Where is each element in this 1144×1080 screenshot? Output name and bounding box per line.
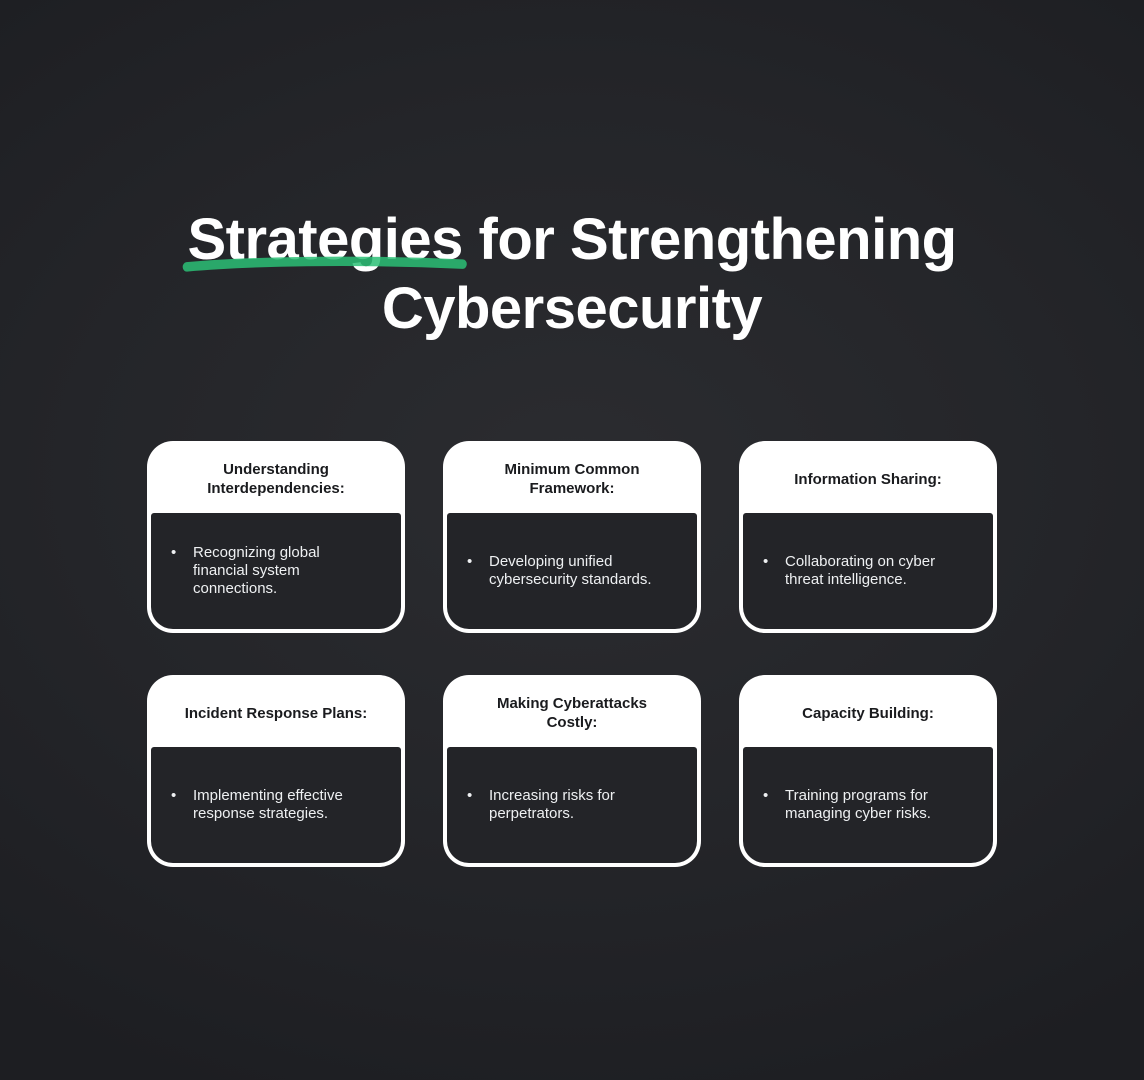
bullet-dot-icon: •	[467, 553, 473, 570]
page-title	[0, 205, 1144, 343]
bullet-dot-icon: •	[763, 553, 769, 570]
card-understanding-interdependencies	[147, 441, 405, 633]
card-title	[447, 679, 697, 747]
card-body	[743, 747, 993, 863]
title-highlight-word	[187, 205, 462, 274]
card-title-line2: Interdependencies:	[207, 480, 345, 497]
card-title-line1: Incident Response Plans:	[184, 704, 368, 722]
bullet-item	[465, 787, 673, 823]
card-information-sharing	[739, 441, 997, 633]
card-body	[447, 513, 697, 629]
bullet-text: Training programs for managing cyber risks.	[785, 787, 931, 822]
card-title-line1: Making Cyberattacks	[496, 695, 648, 712]
card-title-line1: Understanding	[223, 461, 329, 478]
bullet-text: Recognizing global financial system connections.	[193, 544, 320, 597]
title-highlight-text: Strategies	[187, 207, 463, 272]
bullet-item	[761, 553, 969, 589]
bullet-item	[169, 787, 377, 823]
title-line1-rest: for Strengthening	[478, 207, 957, 272]
card-minimum-common-framework	[443, 441, 701, 633]
bullet-dot-icon: •	[171, 787, 177, 804]
title-line-2: Cybersecurity	[381, 276, 763, 341]
card-title	[447, 445, 697, 513]
bullet-text: Implementing effective response strategies.	[193, 787, 343, 822]
bullet-text: Collaborating on cyber threat intelligence.	[785, 553, 936, 588]
card-title-line1: Information Sharing:	[794, 470, 942, 488]
bullet-dot-icon: •	[171, 544, 177, 561]
bullet-item	[465, 553, 673, 589]
card-making-cyberattacks-costly	[443, 675, 701, 867]
card-title	[151, 445, 401, 513]
card-title	[743, 445, 993, 513]
card-body	[151, 513, 401, 629]
card-incident-response-plans	[147, 675, 405, 867]
card-body	[447, 747, 697, 863]
card-capacity-building	[739, 675, 997, 867]
card-title-line2: Costly:	[546, 714, 598, 731]
bullet-item	[761, 787, 969, 823]
bullet-text: Developing unified cybersecurity standards.	[489, 553, 652, 588]
card-title-line1: Capacity Building:	[802, 704, 934, 722]
card-title	[743, 679, 993, 747]
card-body	[743, 513, 993, 629]
card-title-line2: Framework:	[529, 480, 615, 497]
bullet-dot-icon: •	[763, 787, 769, 804]
bullet-text: Increasing risks for perpetrators.	[489, 787, 615, 822]
title-line-1	[0, 205, 1144, 274]
card-title	[151, 679, 401, 747]
cards-grid	[147, 441, 997, 867]
bullet-item	[169, 544, 377, 598]
bullet-dot-icon: •	[467, 787, 473, 804]
card-title-line1: Minimum Common	[504, 461, 640, 478]
card-body	[151, 747, 401, 863]
